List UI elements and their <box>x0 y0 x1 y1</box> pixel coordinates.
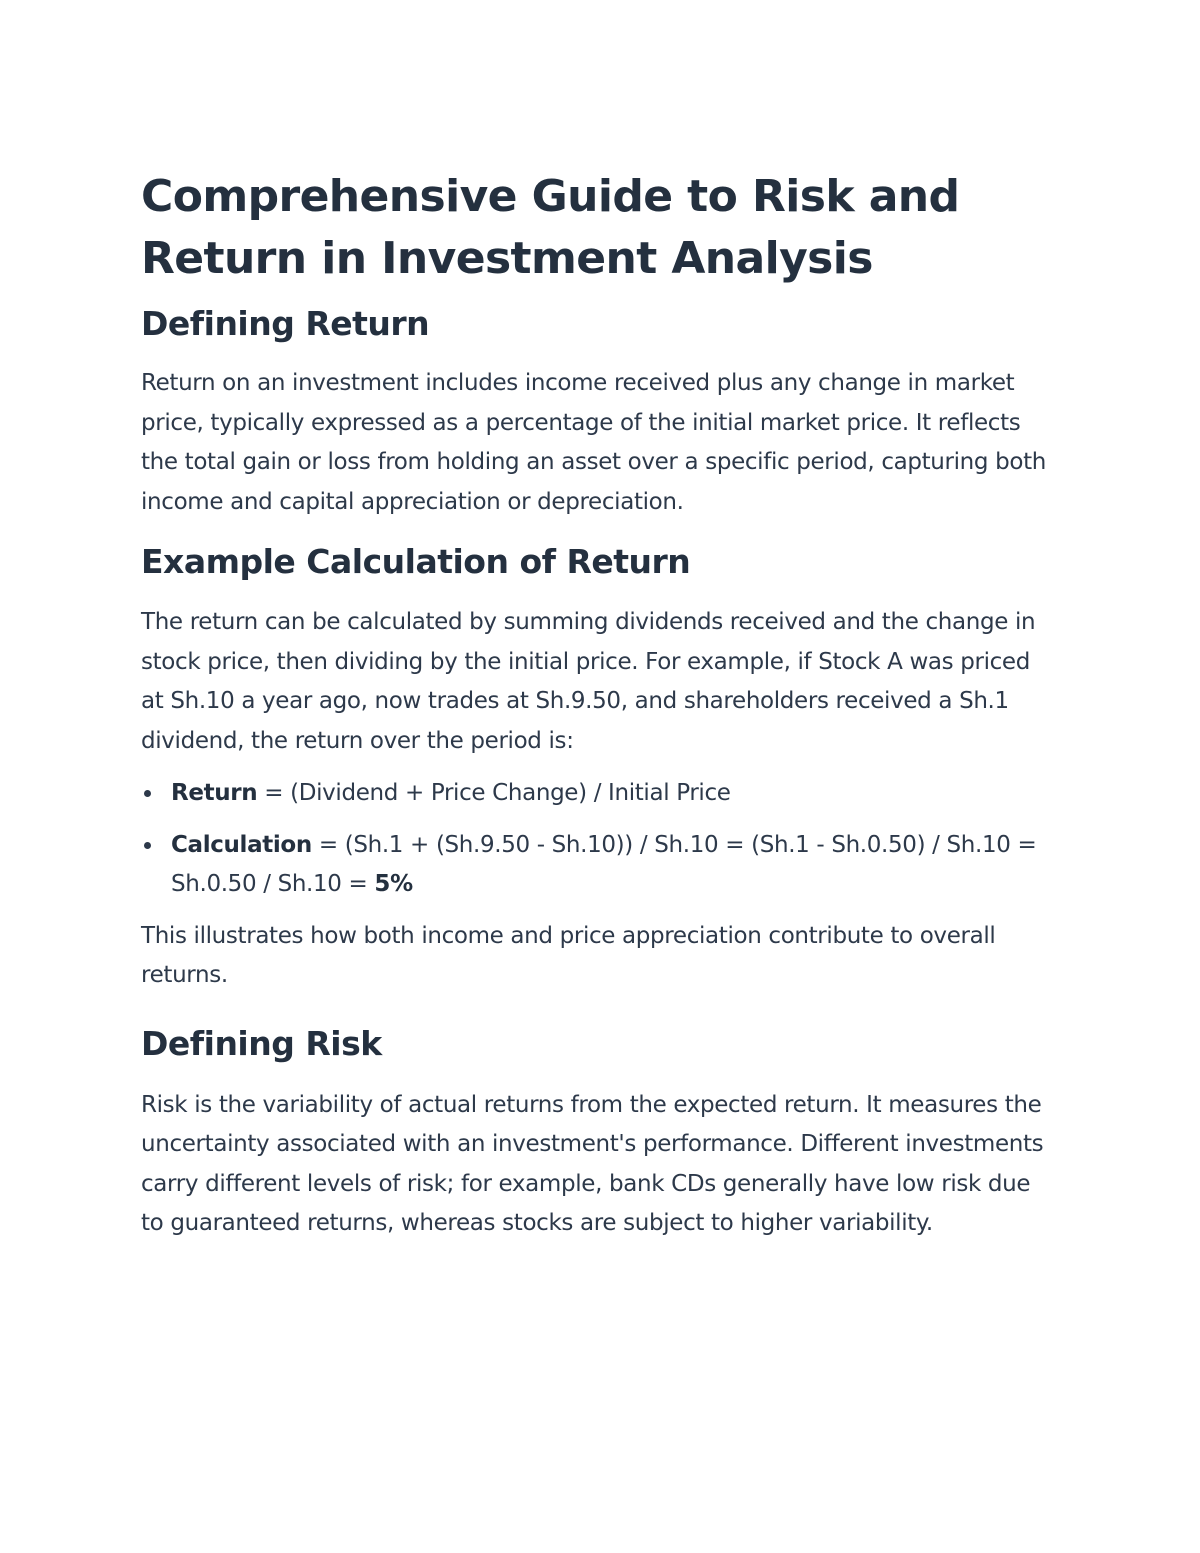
bullet-dot-icon <box>144 842 151 849</box>
bullet-label-return: Return <box>171 780 258 806</box>
document-page <box>141 166 1056 1244</box>
bullet-text-return: = (Dividend + Price Change) / Initial Price <box>257 780 731 806</box>
calculation-result: 5% <box>374 871 413 897</box>
section-paragraph-defining-risk: Risk is the variability of actual returns from the expected return. It measures the uncertainty associated with an investment's performance. Different investments carry different levels of risk; for example, bank CDs generally have low risk due to guaranteed returns, whereas stocks are subject to higher variability. <box>141 1091 1044 1236</box>
bullet-dot-icon <box>144 790 151 797</box>
section-closing-paragraph: This illustrates how both income and price appreciation contribute to overall returns. <box>141 922 996 988</box>
bullet-label-calculation: Calculation <box>171 831 312 858</box>
section-heading-defining-risk: Defining Risk <box>141 1023 382 1063</box>
bullet-item-calculation <box>141 826 1056 905</box>
bullet-text-calculation: = (Sh.1 + (Sh.9.50 - Sh.10)) / Sh.10 = (Sh.1 - Sh.0.50) / Sh.10 = Sh.0.50 / Sh.10 = <box>171 831 1037 897</box>
section-paragraph-example-calculation: The return can be calculated by summing dividends received and the change in stock price, then dividing by the initial price. For example, if Stock A was priced at Sh.10 a year ago, now trades at Sh.9.50, and shareholders received a Sh.1 dividend, the return over the period is: <box>141 609 1036 754</box>
calculation-bullet-list <box>141 774 1056 905</box>
section-paragraph-defining-return: Return on an investment includes income received plus any change in market price, typically expressed as a percentage of the initial market price. It reflects the total gain or loss from holding an asset over a specific period, capturing both income and capital appreciation or depreciation. <box>141 370 1046 515</box>
bullet-item-return <box>141 774 1056 814</box>
section-heading-example-calculation: Example Calculation of Return <box>141 542 691 581</box>
document-title: Comprehensive Guide to Risk and Return in Investment Analysis <box>141 171 960 284</box>
section-heading-defining-return: Defining Return <box>141 304 430 343</box>
